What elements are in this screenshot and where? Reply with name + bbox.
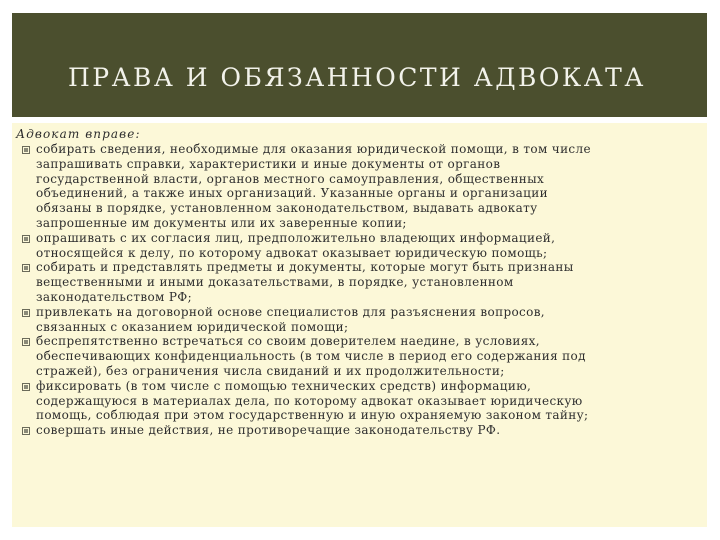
list-item xyxy=(16,142,703,231)
slide-title: ПРАВА И ОБЯЗАННОСТИ АДВОКАТА xyxy=(68,63,646,92)
list-item-line: содержащуюся в материалах дела, по которому адвокат оказывает юридическую xyxy=(36,393,583,408)
square-bullet-icon xyxy=(22,427,30,435)
list-item-line: объединений, а также иных организаций. Указанные органы и организации xyxy=(36,186,548,201)
list-item-line: собирать и представлять предметы и документы, которые могут быть признаны xyxy=(36,260,574,275)
list-item-line: запрашивать справки, характеристики и иные документы от органов xyxy=(36,156,501,171)
list-item-line: фиксировать (в том числе с помощью технических средств) информацию, xyxy=(36,378,532,393)
list-item-line: привлекать на договорной основе специалистов для разъяснения вопросов, xyxy=(36,304,545,319)
list-item xyxy=(16,423,703,438)
list-item-line: стражей), без ограничения числа свиданий и их продолжительности; xyxy=(36,363,505,378)
square-bullet-icon xyxy=(22,338,30,346)
rights-list xyxy=(16,142,703,438)
list-item-line: связанных с оказанием юридической помощи; xyxy=(36,319,349,334)
list-item-line: собирать сведения, необходимые для оказания юридической помощи, в том числе xyxy=(36,142,591,156)
list-item-line: совершать иные действия, не противоречащие законодательству РФ. xyxy=(36,423,501,438)
square-bullet-icon xyxy=(22,264,30,272)
square-bullet-icon xyxy=(22,383,30,391)
content-box xyxy=(12,123,707,527)
list-item-line: запрошенные им документы или их заверенные копии; xyxy=(36,215,407,230)
list-item xyxy=(16,231,703,261)
list-item xyxy=(16,334,703,378)
title-bar xyxy=(12,13,707,117)
list-item-line: обеспечивающих конфиденциальность (в том числе в период его содержания под xyxy=(36,349,586,364)
square-bullet-icon xyxy=(22,309,30,317)
list-item-line: государственной власти, органов местного самоуправления, общественных xyxy=(36,171,545,186)
list-item-line: опрашивать с их согласия лиц, предположительно владеющих информацией, xyxy=(36,230,556,245)
list-item xyxy=(16,379,703,423)
list-item xyxy=(16,260,703,304)
list-item-line: помощь, соблюдая при этом государственную и иную охраняемую законом тайну; xyxy=(36,408,589,423)
intro-label: Адвокат вправе: xyxy=(16,127,141,141)
list-item xyxy=(16,305,703,335)
square-bullet-icon xyxy=(22,235,30,243)
square-bullet-icon xyxy=(22,146,30,154)
list-item-line: беспрепятственно встречаться со своим доверителем наедине, в условиях, xyxy=(36,334,540,349)
list-item-line: обязаны в порядке, установленном законодательством, выдавать адвокату xyxy=(36,201,538,216)
list-item-line: относящейся к делу, по которому адвокат оказывает юридическую помощь; xyxy=(36,245,548,260)
list-item-line: вещественными и иными доказательствами, в порядке, установленном xyxy=(36,275,514,290)
list-item-line: законодательством РФ; xyxy=(36,289,193,304)
